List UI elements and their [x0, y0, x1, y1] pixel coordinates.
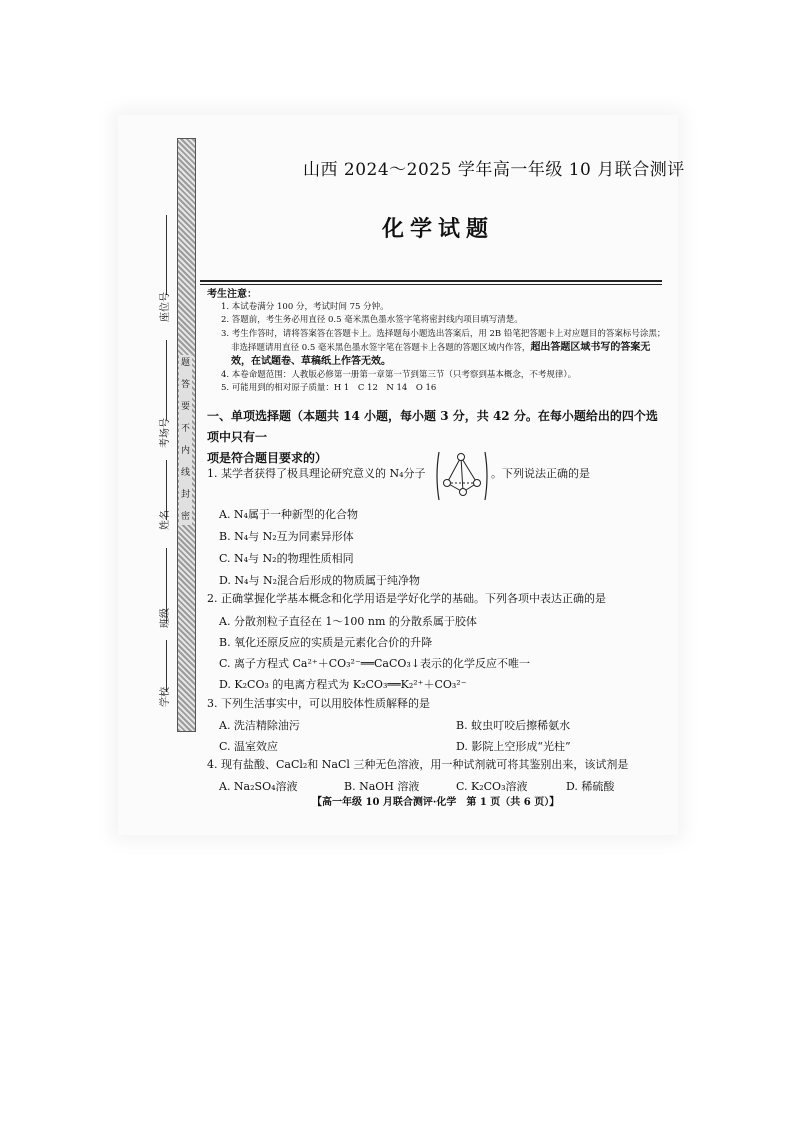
question-1-stem: 1. 某学者获得了极具理论研究意义的 N₄分子	[207, 467, 426, 480]
notes-item: 1. 本试卷满分 100 分，考试时间 75 分钟。	[221, 302, 389, 313]
seal-char: 内	[180, 446, 190, 456]
q1-option-b: B. N₄与 N₂互为同素异形体	[219, 530, 354, 543]
page-footer: 【高一年级 10 月联合测评·化学 第 1 页（共 6 页）】	[312, 797, 560, 808]
atom	[444, 480, 451, 487]
notes-item-bold: 超出答题区域书写的答案无效，在试题卷、草稿纸上作答无效。	[231, 341, 651, 368]
notes-item: 4. 本卷命题范围：人教版必修第一册第一章第一节到第三节（只考察到基本概念，不考规律）。	[221, 370, 577, 381]
q2-option-a: A. 分散剂粒子直径在 1～100 nm 的分散系属于胶体	[219, 615, 477, 628]
bond	[447, 457, 461, 483]
seal-char: 线	[180, 468, 190, 478]
seal-char: 封	[180, 490, 190, 500]
section-line: 项是符合题目要求的）	[207, 451, 328, 465]
subject-title: 化学试题	[382, 216, 495, 242]
seal-char: 密	[180, 512, 190, 522]
q2-option-d: D. K₂CO₃ 的电离方程式为 K₂CO₃══K₂²⁺＋CO₃²⁻	[219, 678, 467, 691]
bracket-left	[437, 452, 439, 500]
q3-option-d: D. 影院上空形成“光柱”	[456, 740, 571, 753]
seal-char: 题	[180, 358, 190, 368]
q3-option-c: C. 温室效应	[219, 740, 279, 753]
bracket-right	[485, 452, 487, 500]
n4-molecule-diagram	[435, 450, 489, 502]
q3-option-b: B. 蚊虫叮咬后擦稀氨水	[456, 719, 571, 732]
atom	[458, 454, 465, 461]
q2-option-b: B. 氧化还原反应的实质是元素化合价的升降	[219, 636, 433, 649]
question-3-stem: 3. 下列生活事实中，可以用胶体性质解释的是	[207, 697, 430, 710]
seal-char: 要	[180, 402, 190, 412]
q1-option-a: A. N₄属于一种新型的化合物	[219, 508, 358, 521]
notes-heading: 考生注意：	[207, 289, 257, 300]
bond	[461, 457, 463, 492]
school-label: 学校	[160, 687, 171, 707]
notes-item: 2. 答题前，考生务必用直径 0.5 毫米黑色墨水签字笔将密封线内项目填写清楚。	[221, 315, 523, 326]
q1-option-d: D. N₄与 N₂混合后形成的物质属于纯净物	[219, 574, 420, 587]
atom	[474, 480, 481, 487]
atom	[460, 489, 467, 496]
q4-option-d: D. 稀硫酸	[566, 780, 615, 793]
question-1-stem-end: 。下列说法正确的是	[491, 467, 590, 480]
question-2-stem: 2. 正确掌握化学基本概念和化学用语是学好化学的基础。下列各项中表达正确的是	[207, 592, 606, 605]
section-line: 一、单项选择题（本题共 14 小题，每小题 3 分，共 42 分。在每小题给出的四个选项中只有一	[207, 409, 658, 444]
exam-no-field-line	[166, 340, 167, 420]
divider-thick	[200, 280, 662, 282]
seal-char: 不	[180, 424, 190, 434]
notes-item: 5. 可能用到的相对原子质量：H 1 C 12 N 14 O 16	[221, 383, 437, 394]
q4-option-a: A. Na₂SO₄溶液	[219, 780, 298, 793]
divider-thin	[200, 284, 662, 285]
school-field-line	[166, 640, 167, 692]
notes-item	[207, 328, 667, 370]
exam-no-label: 考场号	[160, 418, 171, 448]
notes-item-text: 3. 考生作答时，请将答案答在答题卡上。选择题每小题选出答案后，用 2B 铅笔把答题卡上对应题目的答案标号涂黑；非选择题请用直径 0.5 毫米黑色墨水签字笔在答题卡上各题的答题区域内作答，	[221, 328, 666, 353]
seal-char: 答	[180, 380, 190, 390]
question-4-stem: 4. 现有盐酸、CaCl₂和 NaCl 三种无色溶液，用一种试剂就可将其鉴别出来，该试剂是	[207, 758, 629, 771]
exam-title: 山西 2024～2025 学年高一年级 10 月联合测评	[303, 160, 685, 180]
seat-field-line	[166, 215, 167, 295]
q3-option-a: A. 洗洁精除油污	[219, 719, 300, 732]
q1-option-c: C. N₄与 N₂的物理性质相同	[219, 552, 354, 565]
seat-label: 座位号	[160, 292, 171, 322]
exam-notes	[207, 288, 667, 396]
q2-option-c: C. 离子方程式 Ca²⁺＋CO₃²⁻══CaCO₃↓表示的化学反应不唯一	[219, 657, 531, 670]
q4-option-c: C. K₂CO₃溶液	[456, 780, 528, 793]
class-label: 班级	[160, 608, 171, 628]
bond	[461, 457, 477, 483]
seal-line-text	[179, 355, 192, 525]
name-label: 姓名	[160, 510, 171, 530]
q4-option-b: B. NaOH 溶液	[344, 780, 420, 793]
